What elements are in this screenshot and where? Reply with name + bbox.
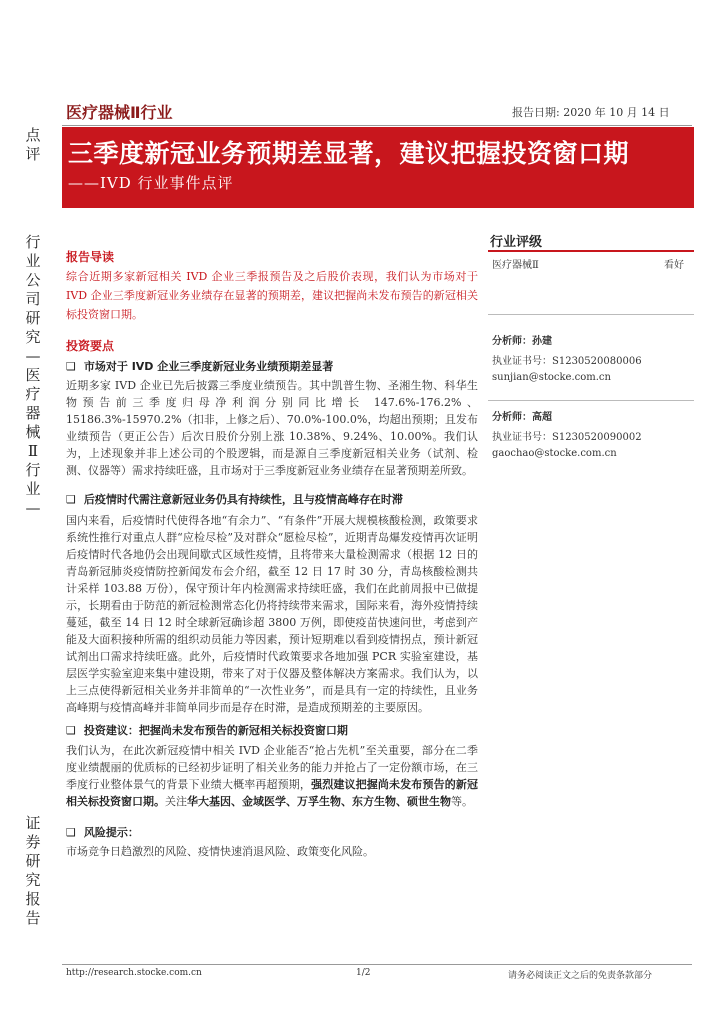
analyst-1-cert: 执业证书号：S1230520080006 (492, 356, 642, 367)
point-heading-2: ❑ 后疫情时代需注意新冠业务仍具有持续性，且与疫情高峰存在时滞 (66, 493, 403, 506)
rating-title: 行业评级 (490, 235, 543, 250)
rating-industry: 医疗器械Ⅱ (492, 260, 539, 271)
guide-text: 综合近期多家新冠相关 IVD 企业三季报预告及之后股价表现，我们认为市场对于 IVD 企业三季度新冠业务业绩存在显著的预期差，建议把握尚未发布预告的新冠相关标投资窗口期。 (66, 270, 478, 321)
footer-disclaimer: 请务必阅读正文之后的免责条款部分 (508, 971, 653, 981)
rating-divider (488, 250, 694, 252)
analyst-1-email[interactable]: sunjian@stocke.com.cn (492, 372, 611, 383)
sector-name: 医疗器械Ⅱ行业 (66, 103, 173, 122)
point-body-1: 近期多家 IVD 企业已先后披露三季度业绩预告。其中凯普生物、圣湘生物、科华生物预告前三季度归母净利润分别同比增长 147.6%-176.2%、15186.3%-15970.2%（扣非，上修之后）、70.0%-100.0%，均超出预期；且发布业绩预告（更正公告）后次日股价分别上涨 10.38%、9.24%、10.00%。我们认为，上述现象并非上述公司的个股逻辑，而是源自三季度新冠相关业务（试剂、检测、仪器等）需求持续旺盛，且市场对于三季度新冠业务业绩存在显著预期差所致。 (66, 379, 478, 477)
checkbox-bullet-icon: ❑ (66, 360, 76, 373)
footer-divider (62, 964, 692, 965)
side-label-bottom: 证 券 研 究 报 告 (25, 814, 41, 927)
rating-value: 看好 (664, 260, 684, 271)
point-heading-1: ❑ 市场对于 IVD 企业三季度新冠业务业绩预期差显著 (66, 360, 334, 373)
side-label-middle: 行 业 公 司 研 究 — 医 疗 器 械 Ⅱ 行 业 — (25, 233, 41, 517)
checkbox-bullet-icon: ❑ (66, 493, 76, 506)
header-divider (62, 125, 692, 126)
points-heading: 投资要点 (66, 339, 115, 353)
report-date: 报告日期: 2020 年 10 月 14 日 (512, 106, 670, 119)
point-body-3: 我们认为，在此次新冠疫情中相关 IVD 企业能否“抢占先机”至关重要，部分在二季度业绩靓丽的优质标的已经初步证明了相关业务的能力并抢占了一定份额市场，在三季度行业整体景气的背景下业绩大概率再超预期，强烈建议把握尚未发布预告的新冠相关标投资窗口期。关注华大基因、金域医学、万孚生物、东方生物、硕世生物等。 (66, 744, 479, 808)
analyst-2-name: 分析师：高超 (492, 412, 552, 423)
point-heading-4: ❑ 风险提示： (66, 826, 139, 839)
analyst-rule (488, 400, 694, 401)
report-subtitle: ——IVD 行业事件点评 (68, 174, 234, 192)
side-label-top: 点 评 (25, 126, 41, 163)
analyst-2-email[interactable]: gaochao@stocke.com.cn (492, 448, 617, 459)
analyst-1-name: 分析师：孙建 (492, 336, 552, 347)
footer-url[interactable]: http://research.stocke.com.cn (66, 968, 202, 978)
report-title: 三季度新冠业务预期差显著，建议把握投资窗口期 (68, 139, 630, 168)
checkbox-bullet-icon: ❑ (66, 724, 76, 737)
checkbox-bullet-icon: ❑ (66, 826, 76, 839)
analyst-2-cert: 执业证书号：S1230520090002 (492, 432, 642, 443)
rating-row (492, 256, 684, 271)
point-body-4: 市场竞争日趋激烈的风险、疫情快速消退风险、政策变化风险。 (66, 845, 374, 858)
guide-heading: 报告导读 (66, 250, 115, 264)
point-heading-3: ❑ 投资建议：把握尚未发布预告的新冠相关标投资窗口期 (66, 724, 348, 737)
page-number: 1/2 (356, 968, 371, 978)
point-body-2: 国内来看，后疫情时代使得各地“有余力”、“有条件”开展大规模核酸检测，政策要求系统性推行对重点人群“应检尽检”及对群众“愿检尽检”，近期青岛爆发疫情再次证明后疫情时代各地仍会出现间歇式区域性疫情，且将带来大量检测需求（根据 12 日的青岛新冠肺炎疫情防控新闻发布会介绍，截至 12 日 17 时 30 分，青岛核酸检测共计采样 103.88 万份），保守预计年内检测需求持续旺盛，我们在此前周报中已做提示，长期看由于防范的新冠检测常态化仍将持续带来需求，国际来看，海外疫情持续蔓延，截至 14 日 12 时全球新冠确诊超 3800 万例，即使疫苗快速问世，考虑到产能及大面积接种所需的组织动员能力等因素，预计短期难以看到疫情拐点，预计新冠试剂出口需求持续旺盛。此外，后疫情时代政策要求各地加强 PCR 实验室建设，基层医学实验室迎来集中建设期，带来了对于仪器及整体解决方案需求。我们认为，以上三点使得新冠相关业务并非简单的“一次性业务”，而是具有一定的持续性，且业务高峰期与疫情高峰并非简单同步而是存在时滞，是造成预期差的主要原因。 (66, 514, 478, 714)
rating-rule (488, 314, 694, 315)
